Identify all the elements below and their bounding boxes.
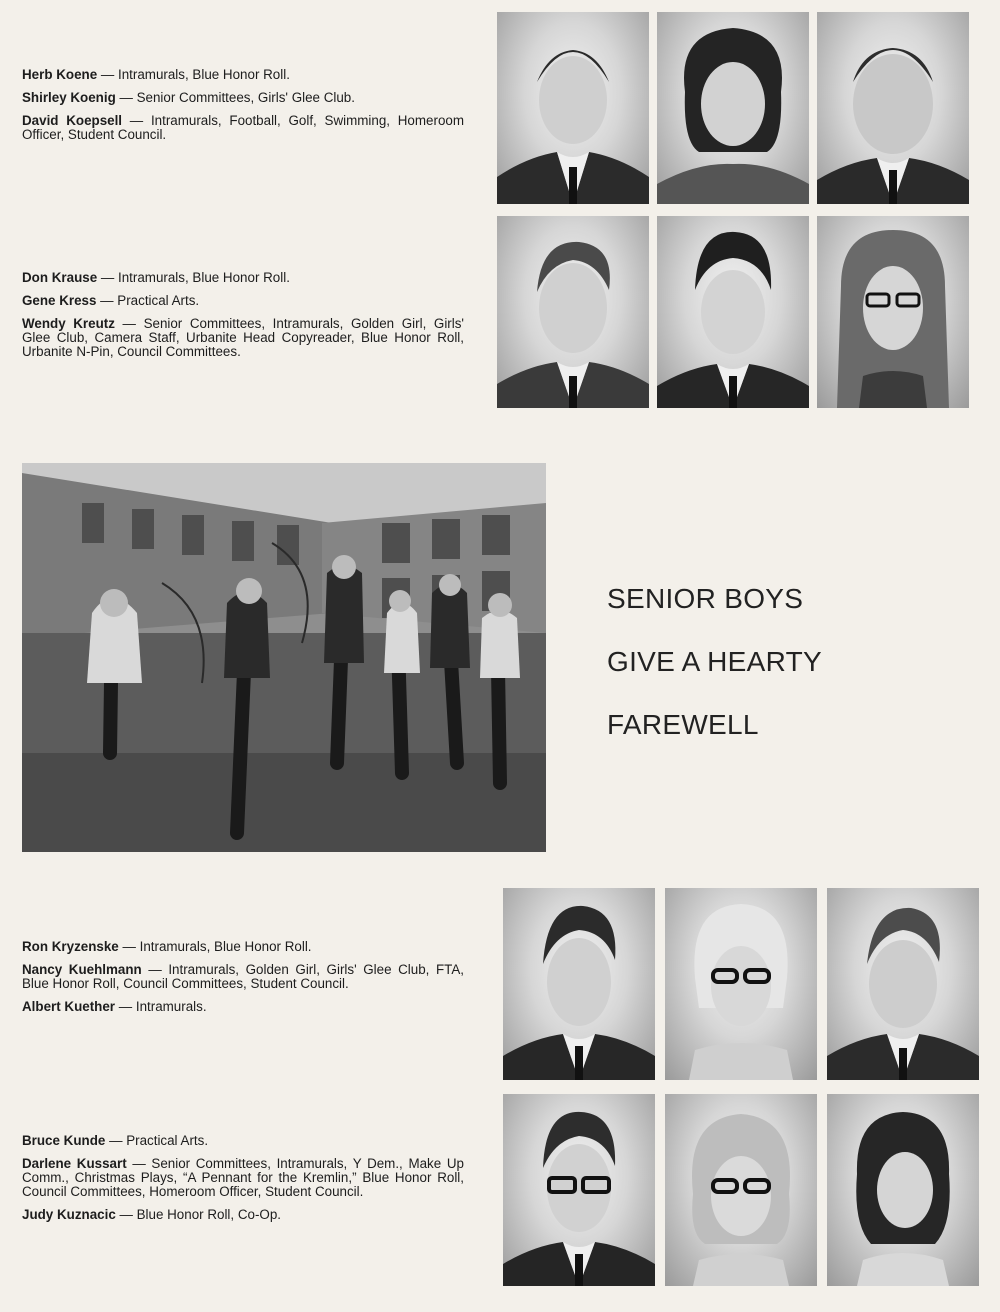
separator: — [105, 1133, 127, 1148]
portrait-photo [817, 216, 969, 408]
student-name: Nancy Kuehlmann [22, 962, 142, 977]
student-activities: Senior Committees, Girls' Glee Club. [136, 90, 355, 105]
student-activities: Senior Committees, Intramurals, Y Dem., Make Up Comm., Christmas Plays, “A Pennant for the Kremlin,” Blue Honor Roll, Council Committees, Homeroom Officer, Student Council. [22, 1156, 464, 1199]
student-name: Gene Kress [22, 293, 97, 308]
entry [22, 68, 464, 82]
student-activities: Intramurals, Football, Golf, Swimming, Homeroom Officer, Student Council. [22, 113, 464, 142]
entries-group-3 [22, 940, 464, 1023]
archery-group-photo [22, 463, 546, 852]
student-name: Wendy Kreutz [22, 316, 115, 331]
student-name: Don Krause [22, 270, 98, 285]
portrait-photo [503, 888, 655, 1080]
entry [22, 317, 464, 359]
separator: — [97, 270, 118, 285]
entries-group-1 [22, 68, 464, 151]
separator: — [141, 962, 169, 977]
portrait-grid-bottom [503, 888, 979, 1286]
separator: — [97, 67, 118, 82]
student-name: Shirley Koenig [22, 90, 116, 105]
student-name: Judy Kuznacic [22, 1207, 116, 1222]
separator: — [114, 316, 144, 331]
separator: — [126, 1156, 152, 1171]
student-name: Albert Kuether [22, 999, 116, 1014]
portrait-photo [657, 216, 809, 408]
portrait-photo [497, 12, 649, 204]
entry [22, 114, 464, 142]
entry [22, 91, 464, 105]
student-activities: Intramurals, Blue Honor Roll. [139, 939, 312, 954]
portrait-photo [665, 1094, 817, 1286]
separator: — [118, 939, 140, 954]
student-activities: Intramurals, Golden Girl, Girls' Glee Club, FTA, Blue Honor Roll, Council Committees, Student Council. [22, 962, 464, 991]
headline-line: GIVE A HEARTY [607, 646, 823, 677]
portrait-photo [657, 12, 809, 204]
student-activities: Senior Committees, Intramurals, Golden Girl, Girls' Glee Club, Camera Staff, Urbanite Head Copyreader, Blue Honor Roll, Urbanite N-Pin, Council Committees. [22, 316, 464, 359]
entry [22, 1134, 464, 1148]
entry [22, 1157, 464, 1199]
student-activities: Practical Arts. [117, 293, 200, 308]
entry [22, 940, 464, 954]
headline-line: FAREWELL [607, 709, 759, 740]
portrait-photo [503, 1094, 655, 1286]
portrait-grid-top [497, 12, 969, 408]
entry [22, 1000, 464, 1014]
separator: — [115, 999, 136, 1014]
page-headline [607, 582, 822, 771]
student-name: Ron Kryzenske [22, 939, 119, 954]
student-activities: Intramurals, Blue Honor Roll. [118, 270, 290, 285]
student-activities: Practical Arts. [126, 1133, 209, 1148]
student-activities: Intramurals, Blue Honor Roll. [118, 67, 290, 82]
entry [22, 963, 464, 991]
separator: — [96, 293, 118, 308]
student-name: David Koepsell [22, 113, 123, 128]
entry [22, 271, 464, 285]
student-activities: Intramurals. [135, 999, 207, 1014]
entries-group-2 [22, 271, 464, 368]
separator: — [115, 90, 137, 105]
portrait-photo [665, 888, 817, 1080]
portrait-photo [827, 1094, 979, 1286]
entry [22, 1208, 464, 1222]
entries-group-4 [22, 1134, 464, 1231]
student-name: Bruce Kunde [22, 1133, 106, 1148]
separator: — [115, 1207, 137, 1222]
entry [22, 294, 464, 308]
headline-line: SENIOR BOYS [607, 583, 804, 614]
student-name: Herb Koene [22, 67, 98, 82]
student-activities: Blue Honor Roll, Co-Op. [136, 1207, 281, 1222]
student-name: Darlene Kussart [22, 1156, 127, 1171]
separator: — [122, 113, 151, 128]
portrait-photo [817, 12, 969, 204]
portrait-photo [497, 216, 649, 408]
portrait-photo [827, 888, 979, 1080]
